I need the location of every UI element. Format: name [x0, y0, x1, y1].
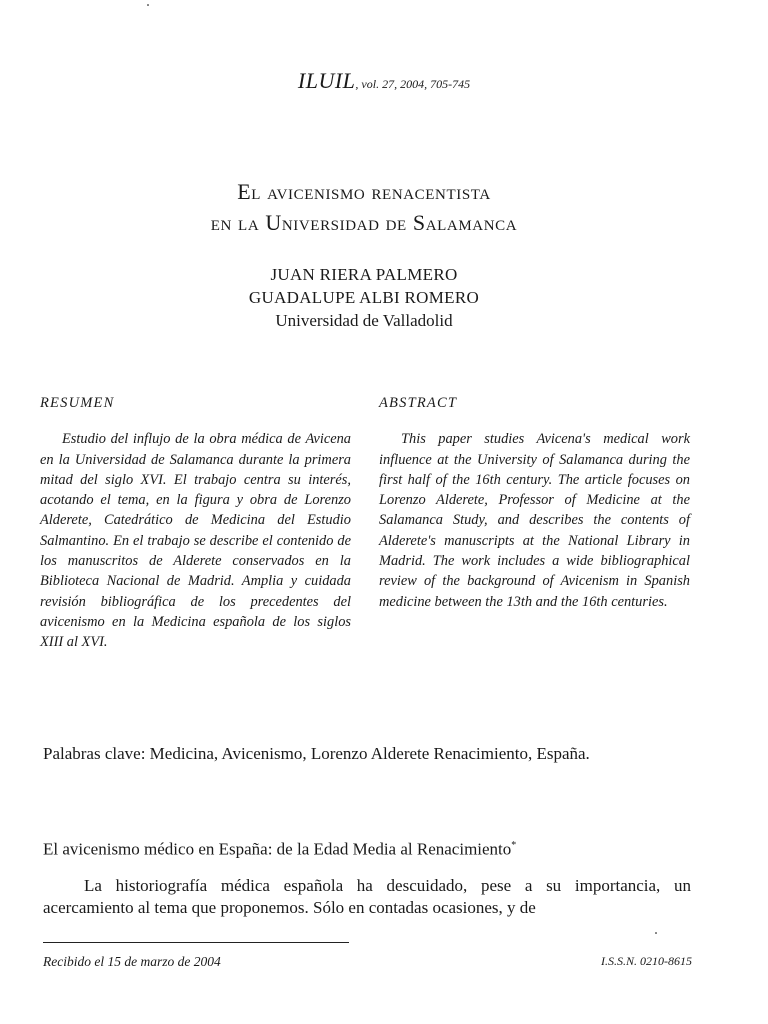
print-speck [147, 4, 149, 6]
received-date: Recibido el 15 de marzo de 2004 [43, 954, 221, 969]
abstract-column [379, 393, 690, 612]
print-speck [655, 932, 657, 934]
resumen-column [40, 393, 351, 653]
resumen-text: Estudio del influjo de la obra médica de Avicena en la Universidad de Salamanca durante la primera mitad del siglo XVI. El trabajo centra su interés, acotando el tema, en la figura y obra de Lorenzo Alderete, Catedrático de Medicina del Estudio Salmantino. En el trabajo se describe el contenido de los manuscritos de Alderete conservados en la Biblioteca Nacional de Madrid. Amplia y cuidada revisión bibliográfica de los precedentes del avicenismo en la Medicina española de los siglos XIII al XVI. [40, 431, 351, 651]
abstract-text: This paper studies Avicena's medical work influence at the University of Salamanca during the first half of the 16th century. The article focuses on Lorenzo Alderete, Professor of Medicine at the Salamanca Study, and describes the contents of Alderete's manuscripts at the National Library in Madrid. The work includes a wide bibliographical review of the background of Avicenism in Spanish medicine between the 13th and the 16th centuries. [379, 431, 690, 610]
author-2: GUADALUPE ALBI ROMERO [248, 288, 480, 307]
resumen-label: RESUMEN [40, 395, 115, 411]
section-heading-text: El avicenismo médico en España: de la Edad Media al Renacimiento [43, 839, 512, 859]
issn: I.S.S.N. 0210-8615 [601, 954, 692, 968]
authors-block [0, 263, 728, 332]
abstract-label: ABSTRACT [379, 395, 458, 411]
title-line-2: en la Universidad de Salamanca [210, 210, 518, 235]
body-paragraph: La historiografía médica española ha descuidado, pese a su importancia, un acercamiento al tema que proponemos. Sólo en contadas ocasiones, y de [43, 876, 691, 917]
footnote-mark: * [511, 840, 517, 851]
affiliation: Universidad de Valladolid [275, 311, 453, 330]
article-title [0, 176, 728, 238]
keywords: Palabras clave: Medicina, Avicenismo, Lorenzo Alderete Renacimiento, España. [43, 744, 590, 763]
title-line-1: El avicenismo renacentista [237, 179, 491, 204]
journal-citation [0, 68, 768, 94]
journal-logo: ILUIL [297, 68, 356, 93]
author-1: JUAN RIERA PALMERO [270, 265, 458, 284]
journal-volume: , vol. 27, 2004, 705-745 [355, 77, 471, 91]
section-heading [43, 835, 691, 861]
footer-rule [43, 942, 349, 943]
